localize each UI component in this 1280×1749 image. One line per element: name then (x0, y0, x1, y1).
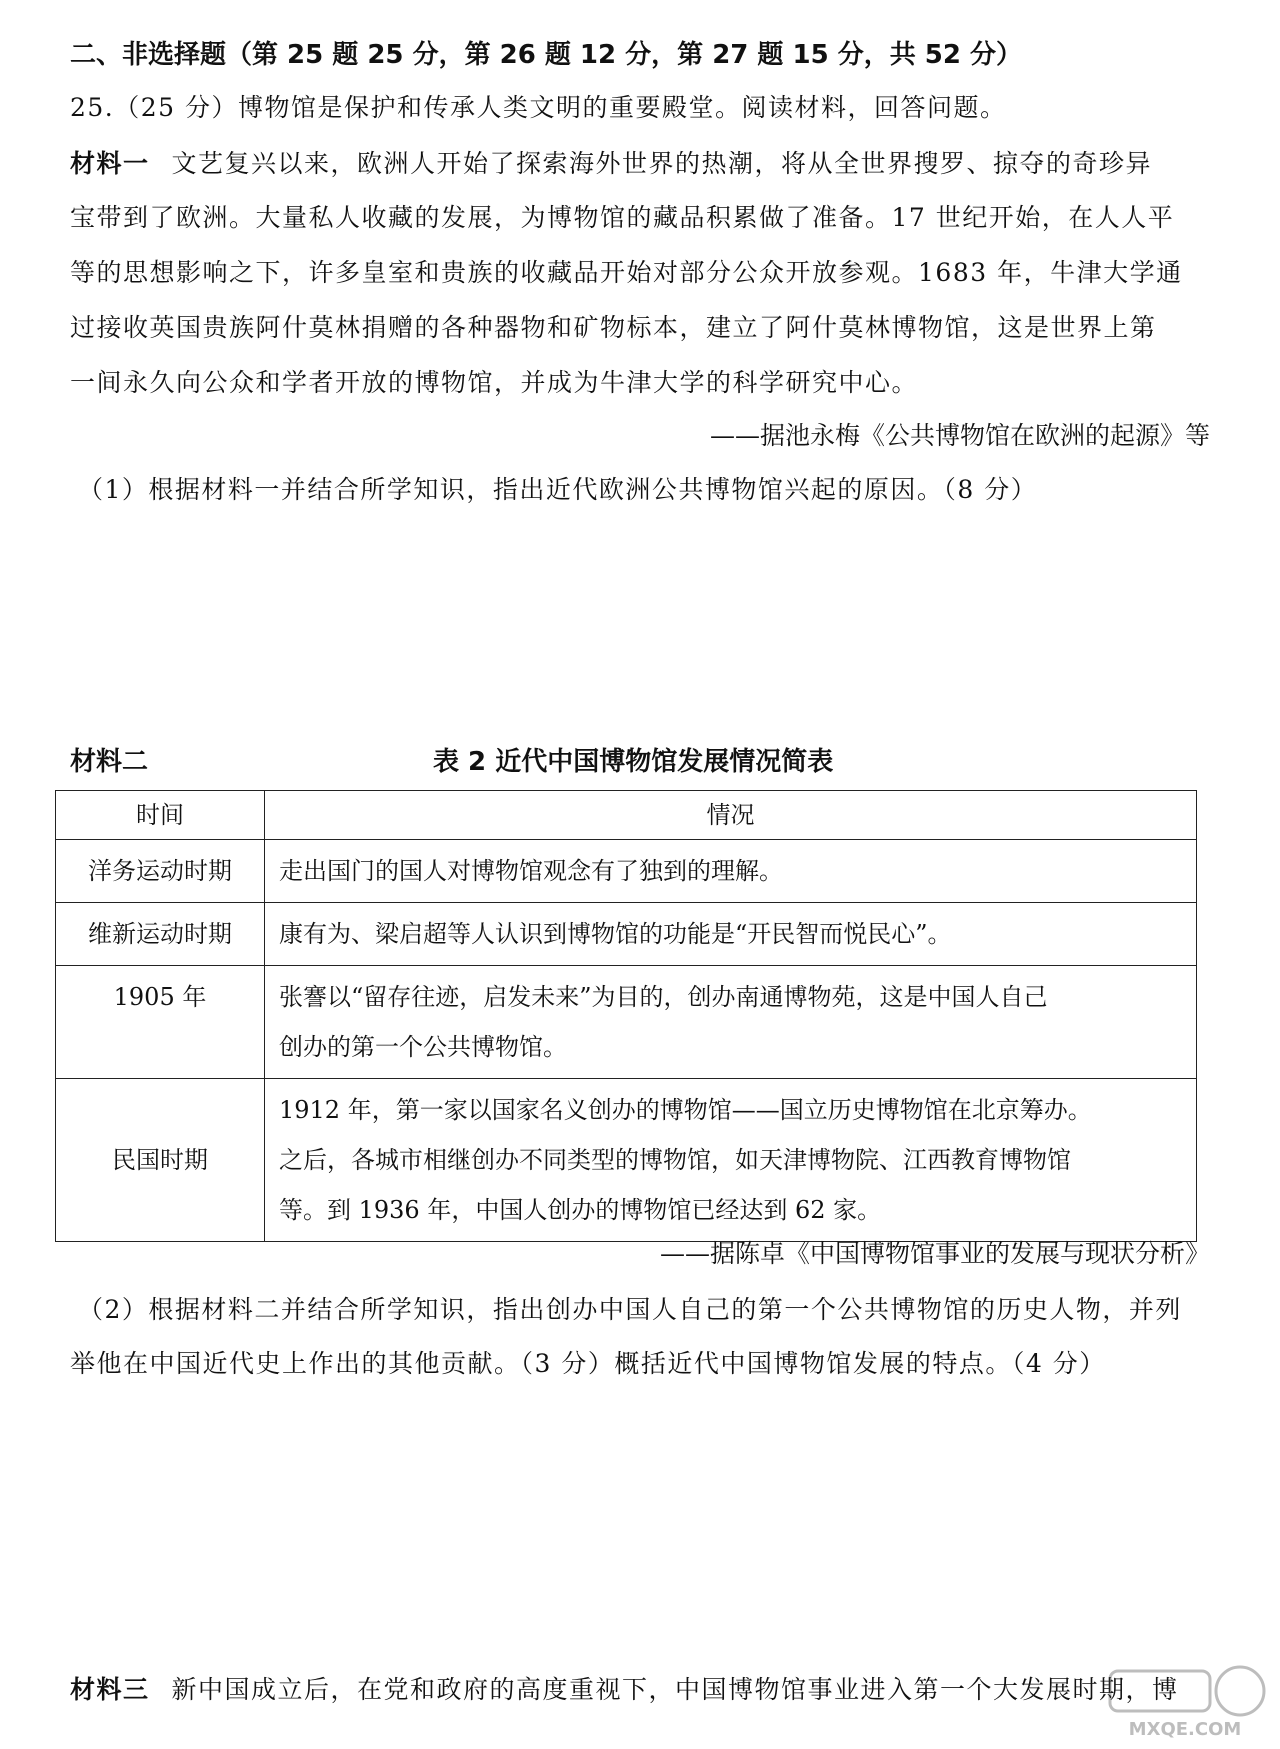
material1-line-4: 过接收英国贵族阿什莫林捐赠的各种器物和矿物标本，建立了阿什莫林博物馆，这是世界上第 (70, 313, 1157, 342)
situation-line: 等。到 1936 年，中国人创办的博物馆已经达到 62 家。 (279, 1196, 882, 1224)
museum-development-table (55, 790, 1197, 1242)
table-header-row (56, 791, 1197, 840)
material1-line-1 (70, 144, 1210, 180)
situation-line: 1912 年，第一家以国家名义创办的博物馆——国立历史博物馆在北京筹办。 (279, 1096, 1092, 1124)
section-header: 二、非选择题（第 25 题 25 分，第 26 题 12 分，第 27 题 15 分，共 52 分） (70, 40, 1022, 70)
material1-line-2: 宝带到了欧洲。大量私人收藏的发展，为博物馆的藏品积累做了准备。17 世纪开始，在人人平 (70, 203, 1175, 232)
table-row (56, 840, 1197, 903)
subquestion-1: （1）根据材料一并结合所学知识，指出近代欧洲公共博物馆兴起的原因。（8 分） (78, 475, 1038, 504)
subquestion-2-line-1: （2）根据材料二并结合所学知识，指出创办中国人自己的第一个公共博物馆的历史人物，并列 (78, 1295, 1182, 1324)
material3-label: 材料三 (70, 1675, 150, 1704)
subquestion-2-line-2: 举他在中国近代史上作出的其他贡献。（3 分）概括近代中国博物馆发展的特点。（4 分） (70, 1349, 1106, 1378)
watermark-text: MXQE.COM (1128, 1719, 1242, 1740)
material3-text: 新中国成立后，在党和政府的高度重视下，中国博物馆事业进入第一个大发展时期，博 (171, 1675, 1179, 1704)
material1-text: 文艺复兴以来，欧洲人开始了探索海外世界的热潮，将从全世界搜罗、掠夺的奇珍异 (171, 149, 1153, 178)
row-time: 民国时期 (56, 1079, 265, 1242)
table-row (56, 966, 1197, 1079)
header-situation: 情况 (265, 791, 1197, 840)
material2-label: 材料二 (70, 747, 149, 777)
row-time: 1905 年 (56, 966, 265, 1079)
material1-line-3: 等的思想影响之下，许多皇室和贵族的收藏品开始对部分公众开放参观。1683 年，牛津大学通 (70, 258, 1183, 287)
situation-line: 之后，各城市相继创办不同类型的博物馆，如天津博物院、江西教育博物馆 (279, 1146, 1071, 1174)
row-time: 洋务运动时期 (56, 840, 265, 903)
row-time: 维新运动时期 (56, 903, 265, 966)
material3-line-1 (70, 1670, 1210, 1706)
header-time: 时间 (56, 791, 265, 840)
row-situation (265, 966, 1197, 1079)
site-watermark-logo (1100, 1661, 1270, 1741)
row-situation (265, 1079, 1197, 1242)
situation-line: 张謇以“留存往迹，启发未来”为目的，创办南通博物苑，这是中国人自己 (279, 983, 1048, 1011)
table-row (56, 903, 1197, 966)
material2-source: ——据陈卓《中国博物馆事业的发展与现状分析》 (659, 1239, 1210, 1268)
situation-line: 创办的第一个公共博物馆。 (279, 1033, 567, 1061)
table-title: 表 2 近代中国博物馆发展情况简表 (433, 747, 834, 777)
question-25: 25.（25 分）博物馆是保护和传承人类文明的重要殿堂。阅读材料，回答问题。 (70, 93, 1007, 122)
table-row (56, 1079, 1197, 1242)
material1-label: 材料一 (70, 149, 150, 178)
material1-line-5: 一间永久向公众和学者开放的博物馆，并成为牛津大学的科学研究中心。 (70, 368, 919, 397)
row-situation: 康有为、梁启超等人认识到博物馆的功能是“开民智而悦民心”。 (265, 903, 1197, 966)
row-situation: 走出国门的国人对博物馆观念有了独到的理解。 (265, 840, 1197, 903)
watermark-icon (1100, 1661, 1270, 1741)
material1-source: ——据池永梅《公共博物馆在欧洲的起源》等 (709, 421, 1210, 450)
